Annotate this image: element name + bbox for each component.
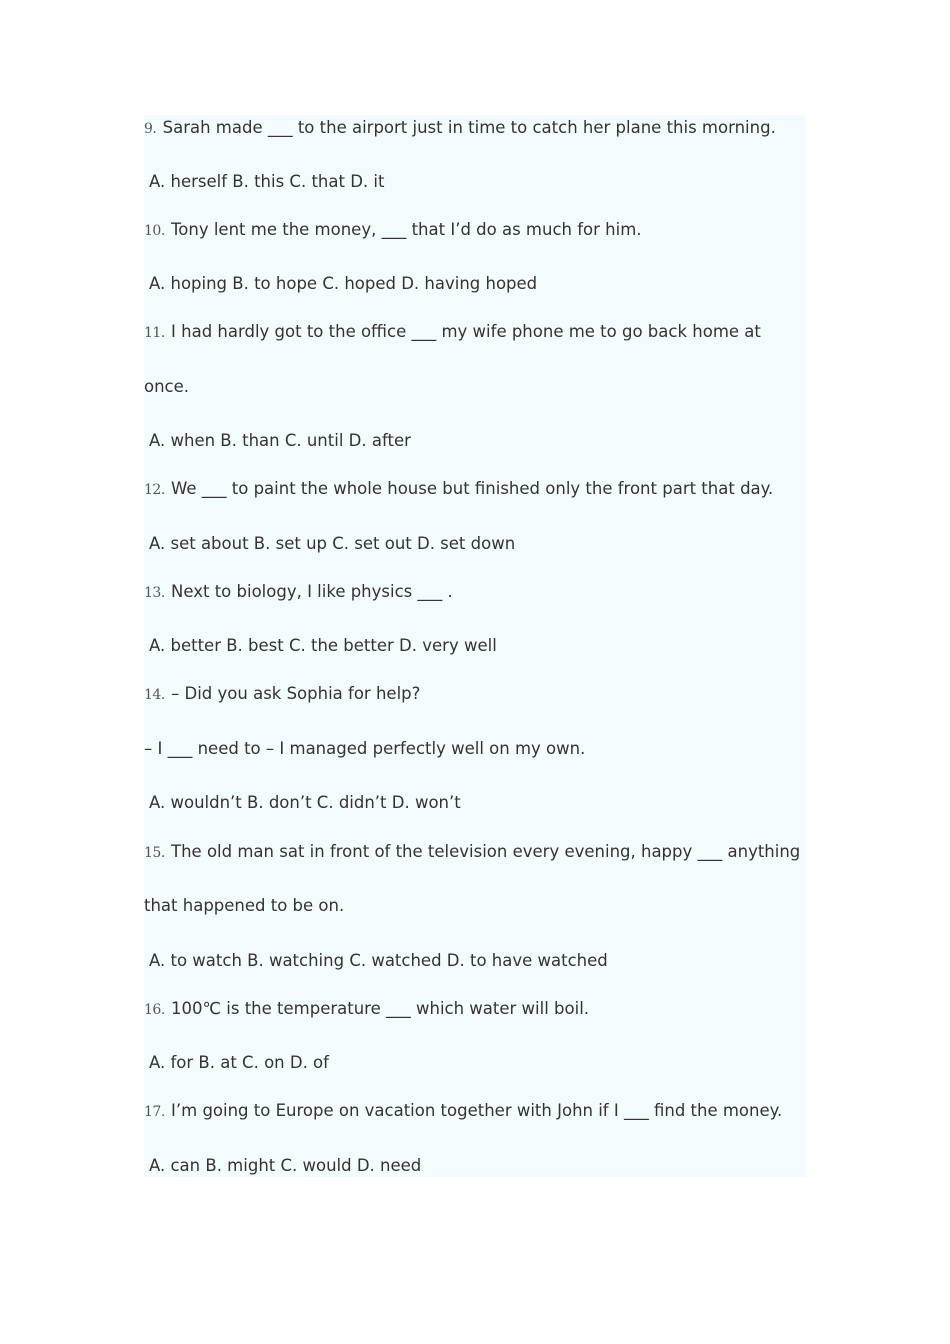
question-text: We ___ to paint the whole house but finished only the front part that day. xyxy=(171,479,774,498)
question-number: 14. xyxy=(144,687,165,703)
question-10 xyxy=(144,219,642,242)
question-11-continuation: once. xyxy=(144,377,190,396)
question-11-options: A. when B. than C. until D. after xyxy=(149,431,411,450)
question-number: 13. xyxy=(144,585,165,601)
question-number: 17. xyxy=(144,1104,165,1120)
question-14-continuation: – I ___ need to – I managed perfectly well on my own. xyxy=(144,739,586,758)
question-text: 100℃ is the temperature ___ which water will boil. xyxy=(171,999,590,1018)
question-15 xyxy=(144,841,800,864)
question-text: Next to biology, I like physics ___ . xyxy=(171,582,453,601)
question-number: 10. xyxy=(144,223,165,239)
question-number: 16. xyxy=(144,1002,165,1018)
question-9-options: A. herself B. this C. that D. it xyxy=(149,172,385,191)
question-15-options: A. to watch B. watching C. watched D. to have watched xyxy=(149,951,608,970)
question-text: I’m going to Europe on vacation together with John if I ___ find the money. xyxy=(171,1101,783,1120)
question-number: 9. xyxy=(144,121,157,137)
question-10-options: A. hoping B. to hope C. hoped D. having hoped xyxy=(149,274,538,293)
question-14-options: A. wouldn’t B. don’t C. didn’t D. won’t xyxy=(149,793,461,812)
question-16 xyxy=(144,998,589,1021)
question-text: Sarah made ___ to the airport just in time to catch her plane this morning. xyxy=(162,118,776,137)
question-number: 12. xyxy=(144,482,165,498)
question-15-continuation: that happened to be on. xyxy=(144,896,345,915)
question-panel xyxy=(144,115,806,1177)
question-14 xyxy=(144,683,420,706)
question-9 xyxy=(144,117,776,140)
question-17 xyxy=(144,1100,782,1123)
question-text: I had hardly got to the office ___ my wife phone me to go back home at xyxy=(171,322,761,341)
question-16-options: A. for B. at C. on D. of xyxy=(149,1053,329,1072)
question-12 xyxy=(144,478,773,501)
question-12-options: A. set about B. set up C. set out D. set down xyxy=(149,534,516,553)
question-number: 11. xyxy=(144,325,165,341)
question-number: 15. xyxy=(144,845,165,861)
question-text: The old man sat in front of the television every evening, happy ___ anything xyxy=(171,842,801,861)
question-text: – Did you ask Sophia for help? xyxy=(171,684,421,703)
question-11 xyxy=(144,321,761,344)
question-17-options: A. can B. might C. would D. need xyxy=(149,1156,422,1175)
question-13 xyxy=(144,581,453,604)
question-13-options: A. better B. best C. the better D. very well xyxy=(149,636,497,655)
question-text: Tony lent me the money, ___ that I’d do as much for him. xyxy=(171,220,642,239)
